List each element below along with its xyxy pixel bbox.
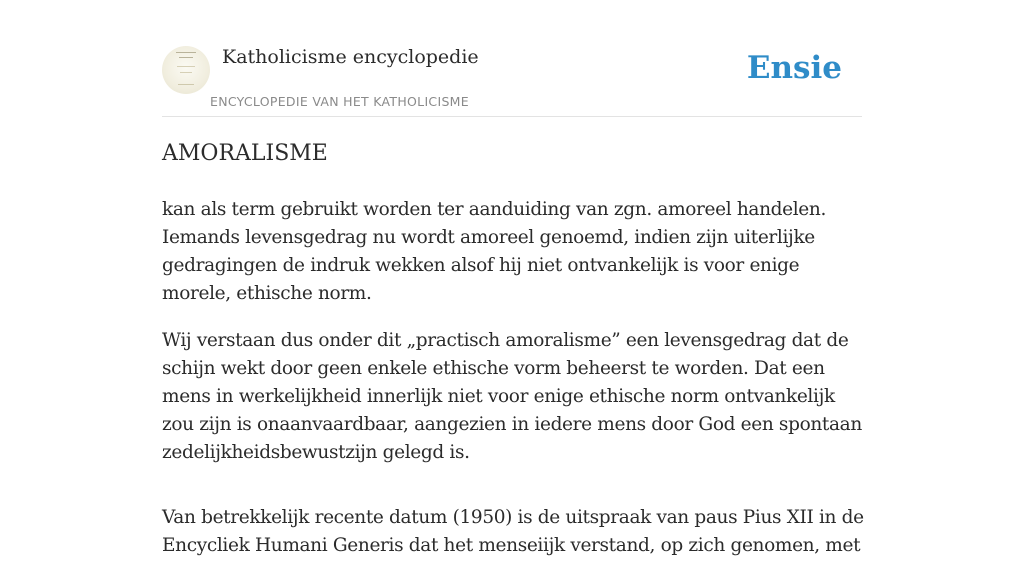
article [162, 138, 866, 579]
site-header [162, 42, 862, 117]
article-title: AMORALISME [162, 141, 328, 166]
article-paragraph: kan als term gebruikt worden ter aanduiding van zgn. amoreel handelen. Iemands levensgedrag nu wordt amoreel genoemd, indien zijn uiterlijke gedragingen de indruk wekken alsof hij niet ontvankelijk is voor enige morele, ethische norm. [162, 199, 826, 304]
site-subtitle: ENCYCLOPEDIE VAN HET KATHOLICISME [210, 94, 469, 109]
site-title[interactable]: Katholicisme encyclopedie [222, 46, 479, 68]
article-paragraph: Wij verstaan dus onder dit „practisch amoralisme” een levensgedrag dat de schijn wekt door geen enkele ethische vorm beheerst te worden. Dat een mens in werkelijkheid innerlijk niet voor enige ethische norm ontvankelijk zou zijn is onaanvaardbaar, aangezien in iedere mens door God een spontaan zedelijkheidsbewustzijn gelegd is. [162, 330, 862, 463]
article-paragraph: Van betrekkelijk recente datum (1950) is de uitspraak van paus Pius XII in de Encycliek Humani Generis dat het menseiijk verstand, op zich genomen, met [162, 507, 864, 556]
book-cover-icon[interactable] [162, 46, 210, 94]
ensie-logo[interactable]: Ensie [746, 50, 842, 86]
